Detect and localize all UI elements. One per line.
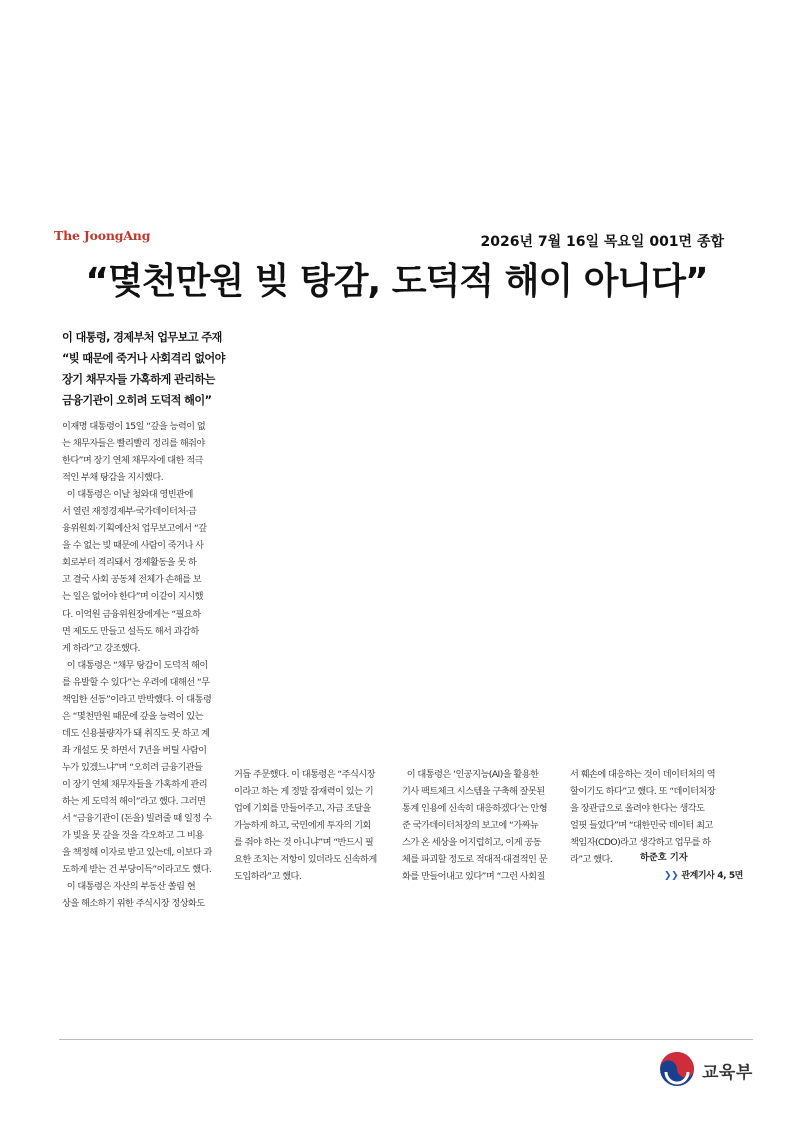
taegeuk-emblem-icon	[658, 1050, 696, 1088]
article-text-line: 을 장관급으로 올려야 한다는 생각도	[570, 803, 705, 815]
subhead-line: 장기 채무자들 가혹하게 관리하는	[62, 373, 215, 386]
article-text-line: 할이기도 하다”고 했다. 또 “데이터처장	[570, 786, 716, 798]
article-text-line: 좌 개설도 못 하면서 7년을 버틸 사람이	[62, 744, 207, 756]
article-text-line: 책임한 선동”이라고 반박했다. 이 대통령	[62, 693, 212, 705]
article-text-line: 준 국가데이터처장의 보고에 “가짜뉴	[402, 820, 539, 832]
article-text-line: 스가 온 세상을 어지럽히고, 이게 공동	[402, 837, 542, 849]
article-text-line: 은 “몇천만원 때문에 갚을 능력이 있는	[62, 710, 203, 722]
article-text-line: 다. 이억원 금융위원장에게는 “필요하	[62, 608, 201, 620]
article-text-line: 를 유발할 수 있다”는 우려에 대해선 “무	[62, 676, 210, 688]
dateline: 2026년 7월 16일 목요일 001면 종합	[480, 234, 724, 250]
subheads	[62, 327, 242, 411]
article-text-line: 는 채무자들은 빨리빨리 정리를 해줘야	[62, 438, 205, 450]
ministry-name: 교육부	[702, 1063, 753, 1083]
article-text-line: 요한 조치는 저항이 있더라도 신속하게	[234, 854, 377, 866]
article-text-line: 라”고 했다.	[570, 854, 613, 866]
related-articles-link[interactable]	[664, 868, 743, 881]
article-text-line: 하는 게 도덕적 해이”라고 했다. 그러면	[62, 796, 206, 808]
article-text-line: 적인 부채 탕감을 지시했다.	[62, 472, 164, 484]
article-text-line: 이 장기 연체 채무자들을 가혹하게 관리	[62, 778, 208, 790]
article-column-2	[234, 766, 394, 885]
article-text-line: 얼핏 들었다”며 “대한민국 데이터 최고	[570, 820, 713, 832]
footer-divider	[59, 1039, 753, 1040]
subhead-line: 이 대통령, 경제부처 업무보고 주재	[62, 331, 222, 344]
article-text-line: 도하게 받는 건 부당이득”이라고도 했다.	[62, 864, 212, 876]
article-text-line: 도입하라”고 했다.	[234, 871, 302, 883]
article-text-line: 게 하라”고 강조했다.	[62, 642, 140, 654]
article-text-line: 가 빚을 못 갚을 것을 각오하고 그 비용	[62, 830, 204, 842]
article-text-line: 누가 있겠느냐”며 “오히려 금융기관들	[62, 761, 203, 773]
article-text-line: 를 줘야 하는 것 아니냐”며 “반드시 필	[234, 837, 374, 849]
article-text-line: 이 대통령은 “채무 탕감이 도덕적 해이	[62, 659, 208, 671]
headline: “몇천만원 빚 탕감, 도덕적 해이 아니다”	[85, 261, 708, 302]
article-text-line: 업에 기회를 만들어주고, 자금 조달을	[234, 803, 371, 815]
article-text-line: 데도 신용불량자가 돼 취직도 못 하고 계	[62, 727, 210, 739]
article-text-line: 기사 팩트체크 시스템을 구축해 잘못된	[402, 786, 545, 798]
article-text-line: 통계 인용에 신속히 대응하겠다’는 안형	[402, 803, 548, 815]
byline: 하준호 기자	[640, 852, 688, 863]
article-text-line: 이재명 대통령이 15일 “갚을 능력이 없	[62, 421, 206, 432]
article-text-line: 거듭 주문했다. 이 대통령은 “주식시장	[234, 769, 375, 780]
article-column-1	[62, 418, 224, 912]
article-text-line: 을 책정해 이자로 받고 있는데, 이보다 과	[62, 847, 212, 859]
article-column-3	[402, 766, 562, 885]
article-text-line: 한다”며 장기 연체 채무자에 대한 적극	[62, 455, 203, 467]
subhead-line: “빚 때문에 죽거나 사회격리 없어야	[62, 352, 225, 365]
ministry-logo	[658, 1050, 758, 1088]
article-text-line: 면 제도도 만들고 설득도 해서 과감하	[62, 625, 199, 637]
subhead-line: 금융기관이 오히려 도덕적 해이”	[62, 394, 212, 407]
article-text-line: 화를 만들어내고 있다”며 “그런 사회질	[402, 871, 545, 883]
article-text-line: 서 훼손에 대응하는 것이 데이터처의 역	[570, 769, 716, 780]
article-text-line: 이 대통령은 ‘인공지능(AI)을 활용한	[402, 769, 539, 780]
article-text-line: 는 일은 없어야 한다”며 이같이 지시했	[62, 591, 203, 603]
article-text-line: 서 “금융기관이 (돈을) 빌려줄 때 일정 수	[62, 813, 212, 825]
newspaper-logo: The JoongAng	[54, 228, 151, 243]
article-text-line: 을 수 없는 빚 때문에 사람이 죽거나 사	[62, 540, 204, 552]
article-text-line: 가능하게 하고, 국민에게 투자의 기회	[234, 820, 371, 832]
related-articles-label: 관계기사 4, 5면	[681, 871, 743, 881]
article-text-line: 서 열린 재정경제부·국가데이터처·금	[62, 506, 197, 518]
article-text-line: 체를 파괴할 정도로 적대적·대결적인 문	[402, 854, 548, 866]
article-text-line: 회로부터 격리돼서 경제활동을 못 하	[62, 557, 197, 569]
article-text-line: 융위원회·기획예산처 업무보고에서 “갚	[62, 523, 207, 535]
article-text-line: 고 결국 사회 공동체 전체가 손해를 보	[62, 574, 202, 586]
article-text-line: 이라고 하는 게 정말 잠재력이 있는 기	[234, 786, 374, 798]
article-text-line: 책임자(CDO)라고 생각하고 업무를 하	[570, 837, 711, 849]
article-text-line: 이 대통령은 자산의 부동산 쏠림 현	[62, 881, 196, 893]
article-text-line: 상을 해소하기 위한 주식시장 정상화도	[62, 898, 205, 910]
double-chevron-right-icon: ❯❯	[664, 871, 679, 881]
article-text-line: 이 대통령은 이날 청와대 영빈관에	[62, 489, 193, 501]
